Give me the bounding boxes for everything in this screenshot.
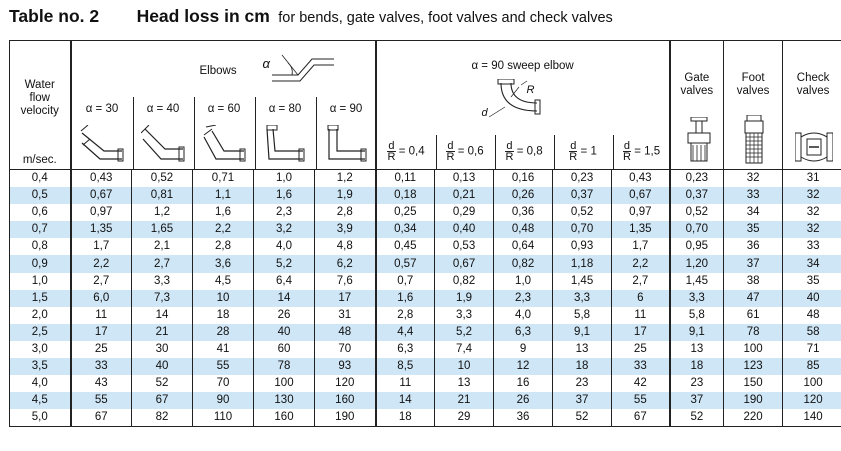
value-cell: 1,9 (435, 290, 494, 307)
value-cell: 3,3 (132, 273, 193, 290)
value-cell: 1,2 (132, 204, 193, 221)
table-row (10, 170, 841, 188)
velocity-cell: 1,5 (10, 290, 71, 307)
value-cell: 32 (783, 204, 841, 221)
value-cell: 0,23 (670, 170, 724, 188)
value-cell: 52 (132, 375, 193, 392)
check-valves-label-line: valves (796, 85, 830, 97)
value-cell: 4,4 (376, 324, 435, 341)
value-cell: 34 (783, 255, 841, 272)
value-cell: 7,4 (435, 341, 494, 358)
value-cell: 0,40 (435, 221, 494, 238)
velocity-label-line: Water (24, 79, 55, 91)
value-cell: 0,82 (435, 273, 494, 290)
angle-label-80: α = 80 (268, 103, 302, 115)
value-cell: 0,67 (612, 187, 670, 204)
value-cell: 30 (132, 341, 193, 358)
elbow-angle-icon (268, 49, 340, 89)
gate-valves-header (670, 41, 724, 170)
value-cell: 40 (783, 290, 841, 307)
value-cell: 9 (494, 341, 553, 358)
sweep-r-label: R (526, 84, 535, 96)
value-cell: 0,52 (132, 170, 193, 188)
value-cell: 0,97 (612, 204, 670, 221)
value-cell: 1,7 (612, 238, 670, 255)
velocity-cell: 0,4 (10, 170, 71, 188)
value-cell: 0,21 (435, 187, 494, 204)
unit-label: m/sec. (22, 154, 57, 166)
elbows-header (71, 41, 376, 170)
elbow-80-icon (265, 125, 309, 163)
value-cell: 0,18 (376, 187, 435, 204)
velocity-cell: 0,7 (10, 221, 71, 238)
head-loss-table (9, 40, 841, 427)
dr-den: R (446, 151, 455, 163)
dr-den: R (623, 151, 631, 163)
value-cell: 1,20 (670, 255, 724, 272)
value-cell: 43 (71, 375, 132, 392)
value-cell: 3,3 (670, 290, 724, 307)
value-cell: 0,26 (494, 187, 553, 204)
value-cell: 14 (376, 392, 435, 409)
value-cell: 0,52 (670, 204, 724, 221)
table-row (10, 187, 841, 204)
value-cell: 2,3 (254, 204, 315, 221)
value-cell: 0,71 (193, 170, 254, 188)
value-cell: 34 (724, 204, 783, 221)
value-cell: 32 (783, 187, 841, 204)
table-row (10, 204, 841, 221)
value-cell: 0,11 (376, 170, 435, 188)
value-cell: 100 (254, 375, 315, 392)
value-cell: 6,4 (254, 273, 315, 290)
gate-valves-label (671, 72, 724, 98)
value-cell: 33 (612, 358, 670, 375)
value-cell: 2,8 (376, 307, 435, 324)
value-cell: 47 (724, 290, 783, 307)
table-row (10, 273, 841, 290)
value-cell: 0,70 (553, 221, 612, 238)
value-cell: 11 (612, 307, 670, 324)
value-cell: 35 (783, 273, 841, 290)
value-cell: 4,8 (315, 238, 376, 255)
value-cell: 0,37 (553, 187, 612, 204)
value-cell: 55 (71, 392, 132, 409)
value-cell: 52 (670, 409, 724, 427)
value-cell: 0,43 (612, 170, 670, 188)
value-cell: 93 (315, 358, 376, 375)
value-cell: 26 (254, 307, 315, 324)
value-cell: 31 (315, 307, 376, 324)
dr-num: d (570, 140, 577, 152)
value-cell: 120 (315, 375, 376, 392)
value-cell: 40 (132, 358, 193, 375)
value-cell: 6,3 (494, 324, 553, 341)
value-cell: 32 (783, 221, 841, 238)
value-cell: 140 (783, 409, 841, 427)
value-cell: 1,2 (315, 170, 376, 188)
dr-0-4 (377, 141, 436, 162)
dr-value: = 0,8 (516, 145, 543, 158)
value-cell: 71 (783, 341, 841, 358)
value-cell: 85 (783, 358, 841, 375)
velocity-cell: 4,0 (10, 375, 71, 392)
velocity-cell: 0,9 (10, 255, 71, 272)
elbow-60-icon (202, 125, 248, 163)
value-cell: 110 (193, 409, 254, 427)
value-cell: 58 (783, 324, 841, 341)
alpha-symbol: α (262, 56, 270, 71)
value-cell: 48 (783, 307, 841, 324)
table-row (10, 392, 841, 409)
sweep-elbow-header (376, 41, 670, 170)
velocity-header (10, 41, 71, 170)
value-cell: 150 (724, 375, 783, 392)
value-cell: 1,1 (193, 187, 254, 204)
value-cell: 18 (193, 307, 254, 324)
elbows-label: Elbows (199, 65, 237, 77)
sweep-d-label: d (481, 107, 488, 119)
foot-valves-label-line: valves (736, 85, 770, 97)
sweep-elbow-label: α = 90 sweep elbow (471, 60, 574, 72)
velocity-cell: 1,0 (10, 273, 71, 290)
value-cell: 2,7 (612, 273, 670, 290)
value-cell: 14 (254, 290, 315, 307)
angle-label-40: α = 40 (146, 103, 180, 115)
value-cell: 23 (670, 375, 724, 392)
value-cell: 2,8 (315, 204, 376, 221)
check-valves-label (783, 72, 841, 98)
value-cell: 8,5 (376, 358, 435, 375)
dr-value: = 1,5 (634, 145, 661, 158)
dr-0-8 (495, 141, 554, 162)
value-cell: 100 (724, 341, 783, 358)
value-cell: 1,0 (494, 273, 553, 290)
value-cell: 12 (494, 358, 553, 375)
value-cell: 48 (315, 324, 376, 341)
value-cell: 5,2 (254, 255, 315, 272)
value-cell: 70 (315, 341, 376, 358)
value-cell: 1,65 (132, 221, 193, 238)
dr-value: = 0,6 (457, 145, 484, 158)
value-cell: 10 (435, 358, 494, 375)
value-cell: 28 (193, 324, 254, 341)
dr-1 (554, 141, 613, 162)
table-row (10, 307, 841, 324)
value-cell: 1,35 (612, 221, 670, 238)
foot-valves-label-line: Foot (741, 72, 765, 84)
value-cell: 1,6 (193, 204, 254, 221)
check-valve-icon (795, 131, 833, 163)
table-row (10, 409, 841, 427)
elbow-90-icon (327, 125, 371, 163)
value-cell: 4,0 (254, 238, 315, 255)
velocity-cell: 0,6 (10, 204, 71, 221)
elbow-30-icon (80, 125, 126, 163)
foot-valve-icon (743, 115, 765, 165)
value-cell: 67 (612, 409, 670, 427)
value-cell: 0,48 (494, 221, 553, 238)
value-cell: 37 (553, 392, 612, 409)
velocity-cell: 2,0 (10, 307, 71, 324)
value-cell: 16 (494, 375, 553, 392)
value-cell: 0,36 (494, 204, 553, 221)
value-cell: 100 (783, 375, 841, 392)
angle-label-30: α = 30 (85, 103, 119, 115)
value-cell: 67 (132, 392, 193, 409)
value-cell: 3,3 (553, 290, 612, 307)
value-cell: 33 (783, 238, 841, 255)
dr-den: R (387, 151, 396, 163)
value-cell: 90 (193, 392, 254, 409)
table-heading: Head loss in cm (136, 6, 270, 26)
value-cell: 0,13 (435, 170, 494, 188)
value-cell: 1,18 (553, 255, 612, 272)
value-cell: 3,2 (254, 221, 315, 238)
value-cell: 160 (315, 392, 376, 409)
dr-num: d (623, 140, 631, 152)
value-cell: 3,9 (315, 221, 376, 238)
check-valves-label-line: Check (796, 72, 830, 84)
value-cell: 0,53 (435, 238, 494, 255)
angle-label-90: α = 90 (329, 103, 363, 115)
value-cell: 18 (376, 409, 435, 427)
value-cell: 13 (670, 341, 724, 358)
value-cell: 1,45 (553, 273, 612, 290)
velocity-cell: 5,0 (10, 409, 71, 427)
value-cell: 0,97 (71, 204, 132, 221)
value-cell: 31 (783, 170, 841, 188)
value-cell: 32 (724, 170, 783, 188)
gate-valves-label-line: Gate (684, 72, 710, 84)
value-cell: 130 (254, 392, 315, 409)
gate-valves-label-line: valves (680, 85, 714, 97)
value-cell: 38 (724, 273, 783, 290)
dr-num: d (447, 140, 454, 152)
value-cell: 120 (783, 392, 841, 409)
value-cell: 29 (435, 409, 494, 427)
value-cell: 1,6 (254, 187, 315, 204)
value-cell: 0,82 (494, 255, 553, 272)
value-cell: 3,3 (435, 307, 494, 324)
value-cell: 33 (71, 358, 132, 375)
value-cell: 1,0 (254, 170, 315, 188)
value-cell: 123 (724, 358, 783, 375)
check-valves-header (783, 41, 841, 170)
value-cell: 25 (71, 341, 132, 358)
value-cell: 55 (612, 392, 670, 409)
gate-valve-icon (685, 117, 713, 165)
value-cell: 2,3 (494, 290, 553, 307)
velocity-cell: 2,5 (10, 324, 71, 341)
table-row (10, 341, 841, 358)
value-cell: 7,6 (315, 273, 376, 290)
value-cell: 3,6 (193, 255, 254, 272)
velocity-cell: 3,0 (10, 341, 71, 358)
value-cell: 6,3 (376, 341, 435, 358)
value-cell: 0,81 (132, 187, 193, 204)
velocity-label-line: flow (29, 92, 50, 104)
value-cell: 1,7 (71, 238, 132, 255)
value-cell: 11 (376, 375, 435, 392)
velocity-cell: 4,5 (10, 392, 71, 409)
table-row (10, 221, 841, 238)
value-cell: 18 (670, 358, 724, 375)
value-cell: 0,37 (670, 187, 724, 204)
velocity-label-line: velocity (20, 105, 59, 117)
value-cell: 0,25 (376, 204, 435, 221)
value-cell: 35 (724, 221, 783, 238)
value-cell: 67 (71, 409, 132, 427)
value-cell: 0,7 (376, 273, 435, 290)
dr-den: R (569, 151, 578, 163)
sweep-elbow-icon (481, 79, 571, 129)
value-cell: 70 (193, 375, 254, 392)
value-cell: 0,45 (376, 238, 435, 255)
value-cell: 21 (435, 392, 494, 409)
value-cell: 4,0 (494, 307, 553, 324)
velocity-cell: 0,8 (10, 238, 71, 255)
dr-value: = 0,4 (398, 145, 425, 158)
value-cell: 190 (315, 409, 376, 427)
table-subtitle: for bends, gate valves, foot valves and check valves (278, 10, 613, 26)
value-cell: 17 (71, 324, 132, 341)
elbow-40-icon (141, 125, 187, 163)
value-cell: 0,95 (670, 238, 724, 255)
value-cell: 4,5 (193, 273, 254, 290)
dr-num: d (388, 140, 395, 152)
value-cell: 0,93 (553, 238, 612, 255)
value-cell: 18 (553, 358, 612, 375)
value-cell: 220 (724, 409, 783, 427)
value-cell: 60 (254, 341, 315, 358)
value-cell: 23 (553, 375, 612, 392)
value-cell: 10 (193, 290, 254, 307)
value-cell: 6,2 (315, 255, 376, 272)
value-cell: 14 (132, 307, 193, 324)
velocity-label (10, 79, 70, 118)
velocity-cell: 3,5 (10, 358, 71, 375)
value-cell: 13 (553, 341, 612, 358)
value-cell: 0,67 (435, 255, 494, 272)
value-cell: 21 (132, 324, 193, 341)
value-cell: 2,7 (71, 273, 132, 290)
value-cell: 5,8 (553, 307, 612, 324)
value-cell: 42 (612, 375, 670, 392)
table-row (10, 238, 841, 255)
dr-den: R (505, 151, 514, 163)
angle-label-60: α = 60 (207, 103, 241, 115)
value-cell: 17 (612, 324, 670, 341)
value-cell: 0,67 (71, 187, 132, 204)
value-cell: 5,8 (670, 307, 724, 324)
value-cell: 52 (553, 409, 612, 427)
value-cell: 2,8 (193, 238, 254, 255)
table-row (10, 290, 841, 307)
value-cell: 0,43 (71, 170, 132, 188)
value-cell: 1,6 (376, 290, 435, 307)
value-cell: 0,34 (376, 221, 435, 238)
value-cell: 36 (494, 409, 553, 427)
value-cell: 1,35 (71, 221, 132, 238)
value-cell: 55 (193, 358, 254, 375)
dr-1-5 (613, 141, 671, 162)
velocity-cell: 0,5 (10, 187, 71, 204)
foot-valves-label (724, 72, 782, 98)
value-cell: 160 (254, 409, 315, 427)
table-row (10, 375, 841, 392)
value-cell: 26 (494, 392, 553, 409)
value-cell: 1,45 (670, 273, 724, 290)
value-cell: 7,3 (132, 290, 193, 307)
value-cell: 0,52 (553, 204, 612, 221)
value-cell: 33 (724, 187, 783, 204)
value-cell: 37 (724, 255, 783, 272)
value-cell: 0,29 (435, 204, 494, 221)
dr-num: d (506, 140, 513, 152)
value-cell: 0,57 (376, 255, 435, 272)
value-cell: 9,1 (553, 324, 612, 341)
value-cell: 2,7 (132, 255, 193, 272)
value-cell: 0,64 (494, 238, 553, 255)
value-cell: 37 (670, 392, 724, 409)
value-cell: 13 (435, 375, 494, 392)
value-cell: 6,0 (71, 290, 132, 307)
value-cell: 0,23 (553, 170, 612, 188)
value-cell: 78 (724, 324, 783, 341)
value-cell: 0,16 (494, 170, 553, 188)
value-cell: 41 (193, 341, 254, 358)
table-title (9, 6, 613, 32)
value-cell: 9,1 (670, 324, 724, 341)
value-cell: 36 (724, 238, 783, 255)
value-cell: 190 (724, 392, 783, 409)
value-cell: 78 (254, 358, 315, 375)
table-row (10, 358, 841, 375)
table-row (10, 255, 841, 272)
table-number: Table no. 2 (9, 6, 100, 26)
value-cell: 5,2 (435, 324, 494, 341)
value-cell: 11 (71, 307, 132, 324)
dr-0-6 (436, 141, 495, 162)
value-cell: 25 (612, 341, 670, 358)
value-cell: 2,1 (132, 238, 193, 255)
value-cell: 6 (612, 290, 670, 307)
value-cell: 2,2 (71, 255, 132, 272)
value-cell: 2,2 (612, 255, 670, 272)
value-cell: 61 (724, 307, 783, 324)
value-cell: 40 (254, 324, 315, 341)
dr-value: = 1 (580, 145, 597, 158)
header-row (10, 41, 841, 170)
value-cell: 2,2 (193, 221, 254, 238)
foot-valves-header (724, 41, 783, 170)
value-cell: 82 (132, 409, 193, 427)
table-row (10, 324, 841, 341)
value-cell: 0,70 (670, 221, 724, 238)
value-cell: 1,9 (315, 187, 376, 204)
value-cell: 17 (315, 290, 376, 307)
